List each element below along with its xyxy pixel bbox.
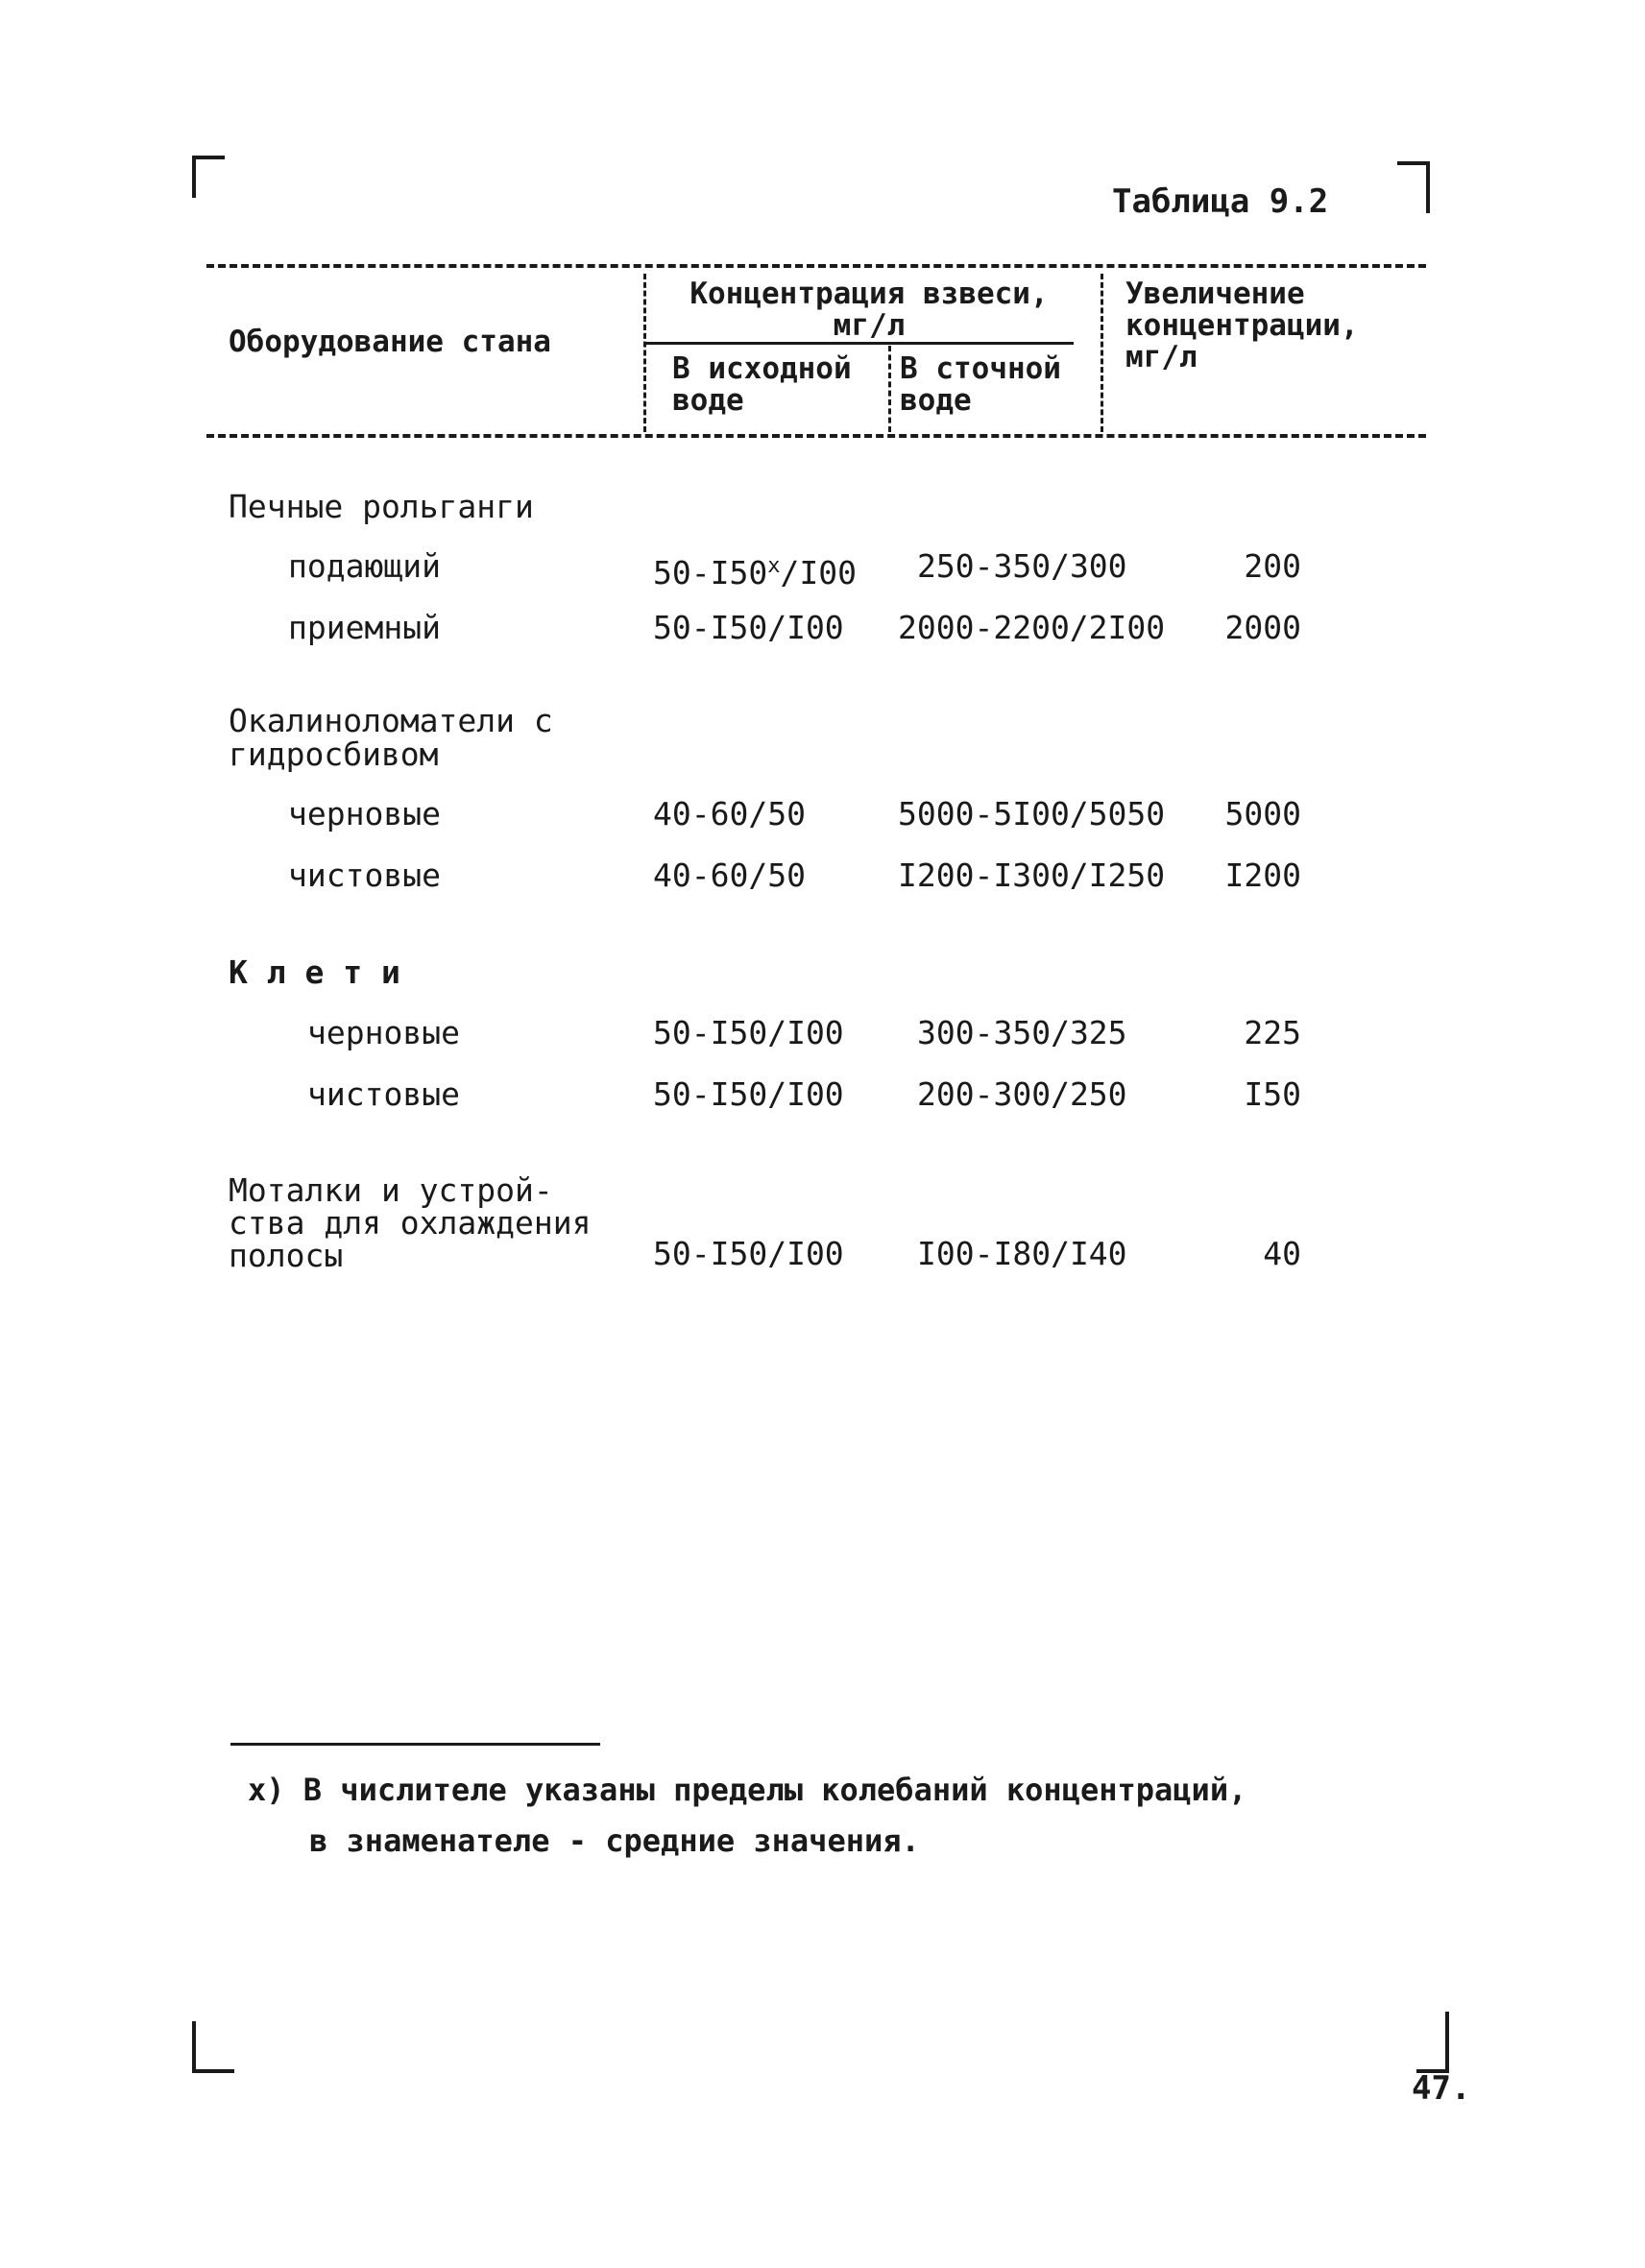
- header-bottom-rule: [206, 434, 1426, 438]
- row-label: черновые: [307, 1014, 460, 1051]
- cell-increase: 40: [1263, 1235, 1301, 1272]
- header-equipment: Оборудование стана: [229, 325, 551, 359]
- page-number: 47.: [1412, 2069, 1471, 2108]
- row-label: черновые: [288, 795, 441, 832]
- cell-increase: 225: [1244, 1014, 1301, 1051]
- cell-waste: 250-350/300: [917, 547, 1127, 585]
- cell-source: 50-I50/I00: [653, 1075, 844, 1113]
- section-title-scale-breakers: Окалиноломатели с: [229, 702, 553, 739]
- row-label-coilers: Моталки и устрой-: [229, 1171, 553, 1209]
- footnote-marker: x: [767, 554, 781, 578]
- header-divider-2: [888, 346, 891, 432]
- cell-increase: 2000: [1224, 609, 1301, 646]
- section-title-furnace-rollers: Печные рольганги: [229, 488, 534, 525]
- cell-waste: I200-I300/I250: [898, 857, 1166, 894]
- cell-increase: 5000: [1224, 795, 1301, 832]
- footnote-separator: [230, 1743, 600, 1746]
- cell-waste: 5000-5I00/5050: [898, 795, 1166, 832]
- header-concentration: Концентрация взвеси, мг/л: [689, 277, 1049, 343]
- header-source-water: В исходной воде: [672, 351, 852, 418]
- cell-source: 40-60/50: [653, 857, 806, 894]
- footnote-line-1: x) В числителе указаны пределы колебаний концентраций,: [248, 1772, 1247, 1808]
- corner-mark-top-left: [192, 156, 225, 198]
- row-label-coilers-line2: ства для охлаждения: [229, 1204, 592, 1242]
- header-divider-3: [1101, 274, 1103, 432]
- cell-increase: 200: [1244, 547, 1301, 585]
- header-top-rule: [206, 264, 1426, 268]
- row-label-coilers-line3: полосы: [229, 1237, 344, 1274]
- header-waste-water: В сточной воде: [900, 351, 1061, 418]
- table-title: Таблица 9.2: [1112, 182, 1329, 221]
- row-label: приемный: [288, 609, 441, 646]
- row-label: подающий: [288, 547, 441, 585]
- cell-source: 50-I50/I00: [653, 1014, 844, 1051]
- cell-increase: I50: [1244, 1075, 1301, 1113]
- row-label: чистовые: [307, 1075, 460, 1113]
- cell-waste: 2000-2200/2I00: [898, 609, 1166, 646]
- cell-source: 50-I50/I00: [653, 1235, 844, 1272]
- cell-source: [653, 549, 857, 591]
- cell-waste: I00-I80/I40: [917, 1235, 1127, 1272]
- section-title-stands: К л е т и: [229, 953, 400, 991]
- section-title-scale-breakers-line2: гидросбивом: [229, 736, 439, 773]
- footnote-line-2: в знаменателе - средние значения.: [309, 1822, 920, 1859]
- cell-source: 40-60/50: [653, 795, 806, 832]
- row-label: чистовые: [288, 857, 441, 894]
- cell-increase: I200: [1224, 857, 1301, 894]
- cell-source-main: 50-I50: [653, 554, 768, 591]
- cell-source-tail: /I00: [780, 554, 857, 591]
- cell-source: 50-I50/I00: [653, 609, 844, 646]
- corner-mark-bottom-left: [192, 2021, 234, 2073]
- header-increase: Увеличение концентрации, мг/л: [1125, 277, 1359, 374]
- corner-mark-bottom-right: [1416, 2012, 1449, 2073]
- header-divider-1: [643, 274, 646, 432]
- cell-waste: 200-300/250: [917, 1075, 1127, 1113]
- cell-waste: 300-350/325: [917, 1014, 1127, 1051]
- corner-mark-top-right: [1397, 161, 1430, 213]
